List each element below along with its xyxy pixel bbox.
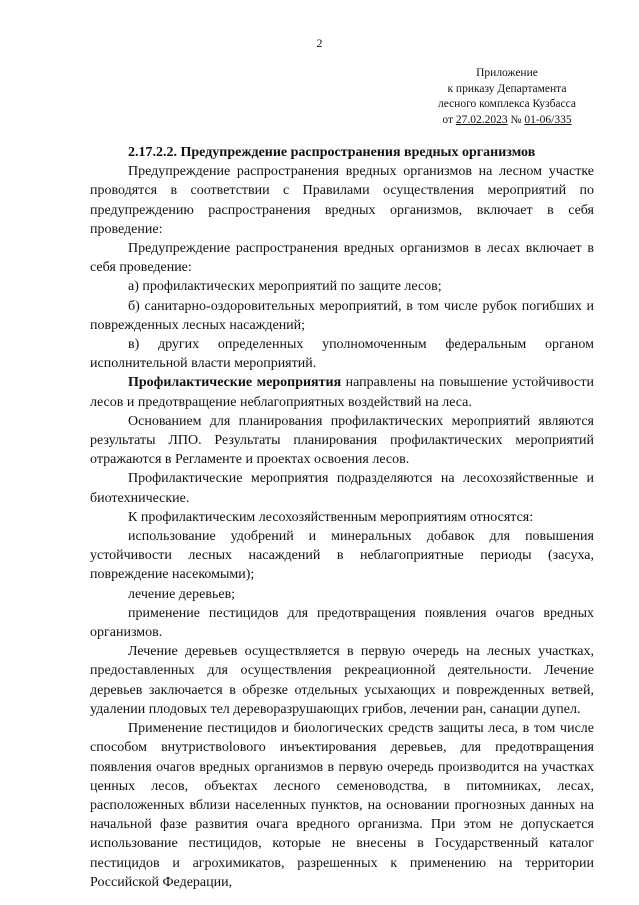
bold-term: Профилактические мероприятия bbox=[128, 375, 342, 391]
appendix-date: 27.02.2023 bbox=[455, 113, 508, 126]
appendix-number-sign: № bbox=[510, 113, 522, 126]
appendix-department-line: лесного комплекса Кузбасса bbox=[437, 98, 576, 110]
page-number: 2 bbox=[316, 36, 323, 50]
appendix-title: Приложение bbox=[476, 67, 538, 79]
paragraph: Предупреждение распространения вредных организмов на лесном участке проводятся в соответствии с Правилами осуществления мероприятий по предупреждению распространения вредных организмов, включает в себя проведение: bbox=[90, 164, 594, 237]
list-item: а) профилактических мероприятий по защите лесов; bbox=[128, 279, 442, 295]
paragraph: К профилактическим лесохозяйственным мероприятиям относятся: bbox=[128, 509, 534, 525]
paragraph: лечение деревьев; bbox=[128, 586, 236, 602]
document-body bbox=[90, 143, 594, 892]
appendix-number: 01-06/335 bbox=[524, 113, 572, 126]
appendix-order-line: к приказу Департамента bbox=[447, 82, 567, 95]
paragraph: Профилактические мероприятия подразделяются на лесохозяйственные и биотехнические. bbox=[90, 471, 594, 506]
paragraph: Основанием для планирования профилактических мероприятий являются результаты ЛПО. Результаты планирования профилактических мероприятий отражаются в Регламенте и проектах освоения лесов. bbox=[90, 413, 594, 468]
appendix-date-line bbox=[438, 113, 576, 129]
appendix-header bbox=[438, 66, 576, 128]
paragraph: применение пестицидов для предотвращения появления очагов вредных организмов. bbox=[90, 605, 594, 641]
list-item: б) санитарно-оздоровительных мероприятий, в том числе рубок погибших и поврежденных лесных насаждений; bbox=[90, 298, 594, 333]
appendix-date-prefix: от bbox=[442, 113, 453, 126]
paragraph: использование удобрений и минеральных добавок для повышения устойчивости лесных насаждений в неблагоприятные периоды (засуха, повреждение насекомыми); bbox=[90, 529, 594, 583]
paragraph: Лечение деревьев осуществляется в первую очередь на лесных участках, предоставленных для осуществления рекреационной деятельности. Лечение деревьев заключается в обрезке отдельных усыхающих и поврежденных ветвей, удалении плодовых тел дереворазрушающих грибов, лечении ран, санации дупел. bbox=[90, 644, 594, 717]
paragraph bbox=[90, 373, 594, 411]
list-item: в) других определенных уполномоченным федеральным органом исполнительной власти мероприятий. bbox=[90, 337, 594, 372]
paragraph: Применение пестицидов и биологических средств защиты леса, в том числе способом внутриствolового инъектирования деревьев, для предотвращения появления очагов вредных организмов в первую очередь производится на участках ценных лесов, объектах лесного семеноводства, в питомниках, лесах, расположенных вблизи населенных пунктов, на основании прогнозных данных на начальной фазе развития очага вредного организма. При этом не допускается использование пестицидов, которые не внесены в Государственный каталог пестицидов и агрохимикатов, разрешенных к применению на территории Российской Федерации, bbox=[90, 721, 594, 890]
section-title: 2.17.2.2. Предупреждение распространения вредных организмов bbox=[128, 145, 536, 160]
paragraph-text: направлены на повышение устойчивости лесов и предотвращение неблагоприятных воздействий на леса. bbox=[90, 375, 594, 410]
paragraph: Предупреждение распространения вредных организмов в лесах включает в себя проведение: bbox=[90, 241, 594, 276]
